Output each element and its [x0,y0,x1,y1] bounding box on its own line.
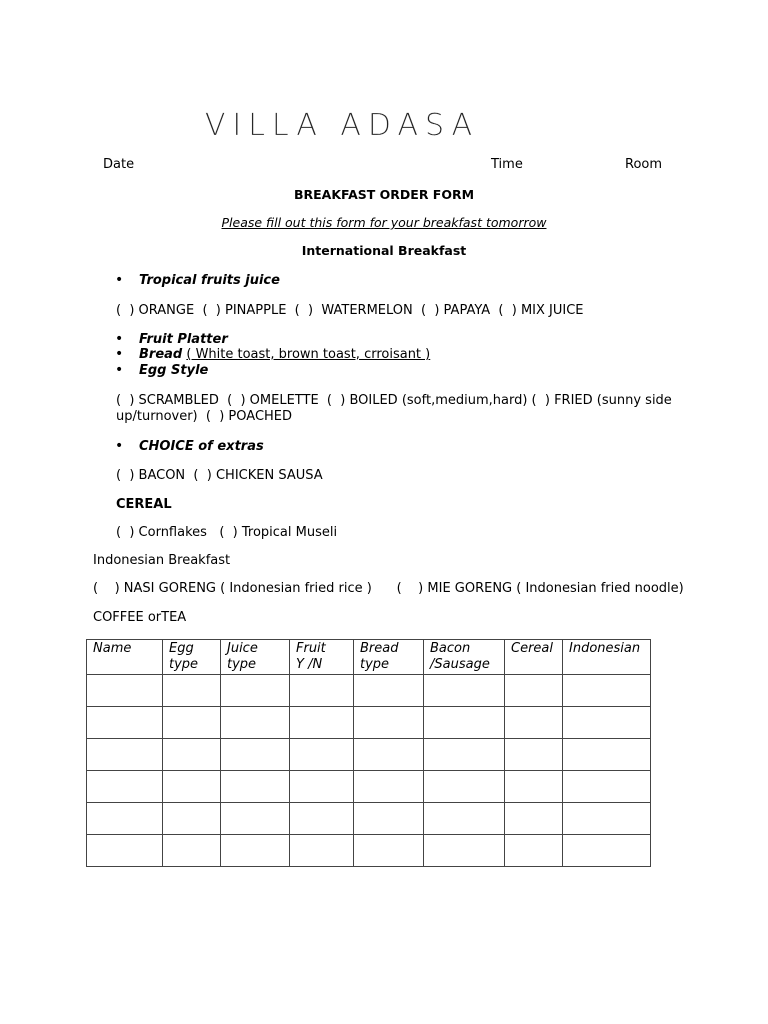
table-row [87,707,651,739]
form-subtitle: Please fill out this form for your breakfast tomorrow [221,215,547,230]
table-cell[interactable] [354,771,424,803]
table-cell[interactable] [505,739,563,771]
bullet-icon: • [115,272,124,288]
table-cell[interactable] [424,739,505,771]
table-cell[interactable] [354,803,424,835]
table-cell[interactable] [505,771,563,803]
table-cell[interactable] [163,739,221,771]
table-cell[interactable] [354,739,424,771]
bread-row [139,347,430,362]
table-cell[interactable] [424,707,505,739]
table-cell[interactable] [87,739,163,771]
table-header-row [87,640,651,675]
cereal-label: CEREAL [116,497,172,512]
column-header-cereal: Cereal [505,640,563,675]
extras-label: CHOICE of extras [139,439,264,454]
egg-options-line1: ( ) SCRAMBLED ( ) OMELETTE ( ) BOILED (soft,medium,hard) ( ) FRIED (sunny side [116,393,672,408]
room-label: Room [625,157,663,172]
table-cell[interactable] [221,675,290,707]
bullet-icon: • [115,346,124,362]
coffee-tea-label: COFFEE orTEA [93,610,187,625]
order-table [86,639,651,867]
table-row [87,771,651,803]
table-cell[interactable] [563,835,651,867]
table-cell[interactable] [163,803,221,835]
table-cell[interactable] [290,675,354,707]
table-cell[interactable] [505,707,563,739]
table-cell[interactable] [221,739,290,771]
table-cell[interactable] [290,707,354,739]
column-header-bacon-sausage: Bacon /Sausage [424,640,505,675]
juice-label: Tropical fruits juice [139,273,280,288]
table-cell[interactable] [290,771,354,803]
table-row [87,835,651,867]
table-cell[interactable] [505,835,563,867]
egg-style-label: Egg Style [139,363,209,378]
table-cell[interactable] [221,771,290,803]
table-cell[interactable] [505,803,563,835]
table-cell[interactable] [87,803,163,835]
table-cell[interactable] [221,707,290,739]
table-cell[interactable] [354,835,424,867]
form-title: BREAKFAST ORDER FORM [293,187,475,202]
bullet-icon: • [115,362,124,378]
column-header-bread-type: Bread type [354,640,424,675]
bullet-icon: • [115,331,124,347]
table-cell[interactable] [424,675,505,707]
indonesian-heading: Indonesian Breakfast [93,553,231,568]
table-cell[interactable] [563,739,651,771]
table-row [87,803,651,835]
table-cell[interactable] [563,771,651,803]
table-cell[interactable] [563,707,651,739]
time-label: Time [491,157,523,172]
table-cell[interactable] [354,707,424,739]
indonesian-options: ( ) NASI GORENG ( Indonesian fried rice ) ( ) MIE GORENG ( Indonesian fried noodle) [93,581,684,596]
date-label: Date [103,157,135,172]
column-header-indonesian: Indonesian [563,640,651,675]
table-cell[interactable] [87,771,163,803]
column-header-fruit: Fruit Y /N [290,640,354,675]
egg-options-line2: up/turnover) ( ) POACHED [116,409,293,424]
table-row [87,675,651,707]
table-cell[interactable] [290,739,354,771]
bullet-icon: • [115,438,124,454]
table-cell[interactable] [290,835,354,867]
table-cell[interactable] [505,675,563,707]
table-cell[interactable] [221,803,290,835]
villa-adasa-logo: VILLA ADASA [204,108,480,143]
juice-options: ( ) ORANGE ( ) PINAPPLE ( ) WATERMELON ( ) PAPAYA ( ) MIX JUICE [116,303,584,318]
table-cell[interactable] [163,771,221,803]
table-row [87,739,651,771]
table-cell[interactable] [163,675,221,707]
international-heading: International Breakfast [301,243,467,258]
table-cell[interactable] [424,771,505,803]
table-cell[interactable] [87,675,163,707]
table-cell[interactable] [354,675,424,707]
table-cell[interactable] [87,707,163,739]
bread-label: Bread [139,347,183,362]
table-cell[interactable] [563,675,651,707]
column-header-name: Name [87,640,163,675]
table-cell[interactable] [163,835,221,867]
table-cell[interactable] [424,835,505,867]
bread-options: ( White toast, brown toast, crroisant ) [186,347,431,362]
table-cell[interactable] [424,803,505,835]
table-cell[interactable] [87,835,163,867]
table-cell[interactable] [563,803,651,835]
table-cell[interactable] [290,803,354,835]
extras-options: ( ) BACON ( ) CHICKEN SAUSA [116,468,323,483]
column-header-juice-type: Juice type [221,640,290,675]
column-header-egg-type: Egg type [163,640,221,675]
table-cell[interactable] [221,835,290,867]
fruit-platter-label: Fruit Platter [139,332,228,347]
table-cell[interactable] [163,707,221,739]
cereal-options: ( ) Cornflakes ( ) Tropical Museli [116,525,338,540]
